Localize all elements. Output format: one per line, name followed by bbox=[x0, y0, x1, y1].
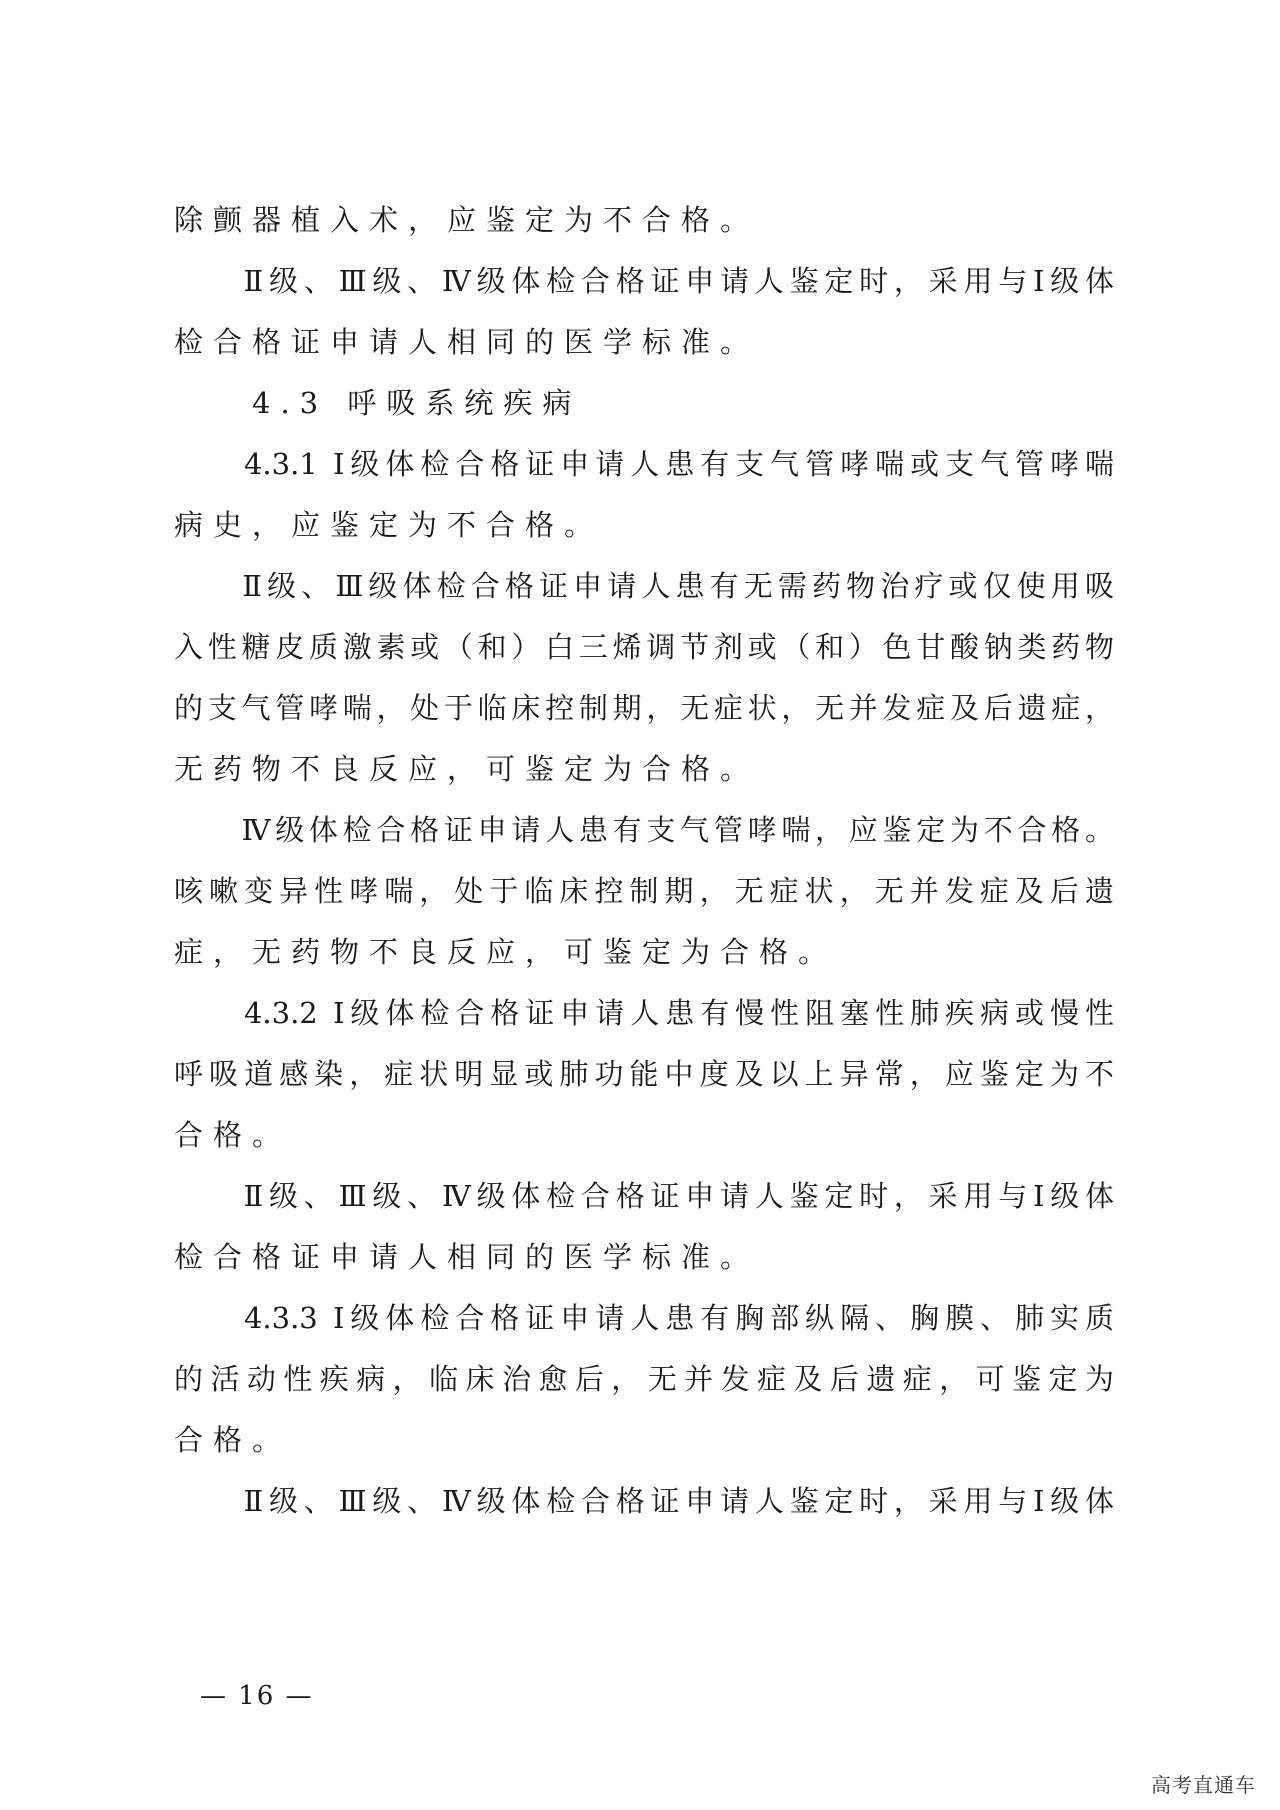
text-line: Ⅳ级体检合格证申请人患有支气管哮喘，应鉴定为不合格。 bbox=[174, 813, 1114, 847]
text-line: 除颤器植入术，应鉴定为不合格。 bbox=[174, 203, 760, 237]
text-line: 无药物不良反应，可鉴定为合格。 bbox=[174, 752, 760, 786]
watermark-text: 高考直通车 bbox=[1151, 1773, 1256, 1797]
text-line: 症，无药物不良反应，可鉴定为合格。 bbox=[174, 935, 838, 969]
text-line: 检合格证申请人相同的医学标准。 bbox=[174, 325, 760, 359]
text-line: 合格。 bbox=[174, 1118, 292, 1152]
text-line: Ⅱ级、Ⅲ级体检合格证申请人患有无需药物治疗或仅使用吸 bbox=[174, 569, 1114, 603]
text-line: Ⅱ级、Ⅲ级、Ⅳ级体检合格证申请人鉴定时，采用与Ⅰ级体 bbox=[174, 264, 1114, 298]
text-line: 4.3.2 Ⅰ级体检合格证申请人患有慢性阻塞性肺疾病或慢性 bbox=[174, 996, 1114, 1030]
text-line: Ⅱ级、Ⅲ级、Ⅳ级体检合格证申请人鉴定时，采用与Ⅰ级体 bbox=[174, 1179, 1114, 1213]
text-line: 4.3.3 Ⅰ级体检合格证申请人患有胸部纵隔、胸膜、肺实质 bbox=[174, 1301, 1114, 1335]
text-line: 呼吸道感染，症状明显或肺功能中度及以上异常，应鉴定为不 bbox=[174, 1057, 1114, 1091]
text-line: 检合格证申请人相同的医学标准。 bbox=[174, 1240, 760, 1274]
text-line: Ⅱ级、Ⅲ级、Ⅳ级体检合格证申请人鉴定时，采用与Ⅰ级体 bbox=[174, 1484, 1114, 1518]
text-line: 咳嗽变异性哮喘，处于临床控制期，无症状，无并发症及后遗 bbox=[174, 874, 1114, 908]
section-heading: 4.3 呼吸系统疾病 bbox=[174, 386, 582, 420]
text-line: 病史，应鉴定为不合格。 bbox=[174, 508, 604, 542]
text-line: 的支气管哮喘，处于临床控制期，无症状，无并发症及后遗症， bbox=[174, 691, 1114, 725]
text-line: 入性糖皮质激素或（和）白三烯调节剂或（和）色甘酸钠类药物 bbox=[174, 630, 1114, 664]
text-line: 4.3.1 Ⅰ级体检合格证申请人患有支气管哮喘或支气管哮喘 bbox=[174, 447, 1114, 481]
text-line: 的活动性疾病，临床治愈后，无并发症及后遗症，可鉴定为 bbox=[174, 1362, 1114, 1396]
text-line: 合格。 bbox=[174, 1423, 292, 1457]
page-number: — 16 — bbox=[200, 1681, 314, 1711]
